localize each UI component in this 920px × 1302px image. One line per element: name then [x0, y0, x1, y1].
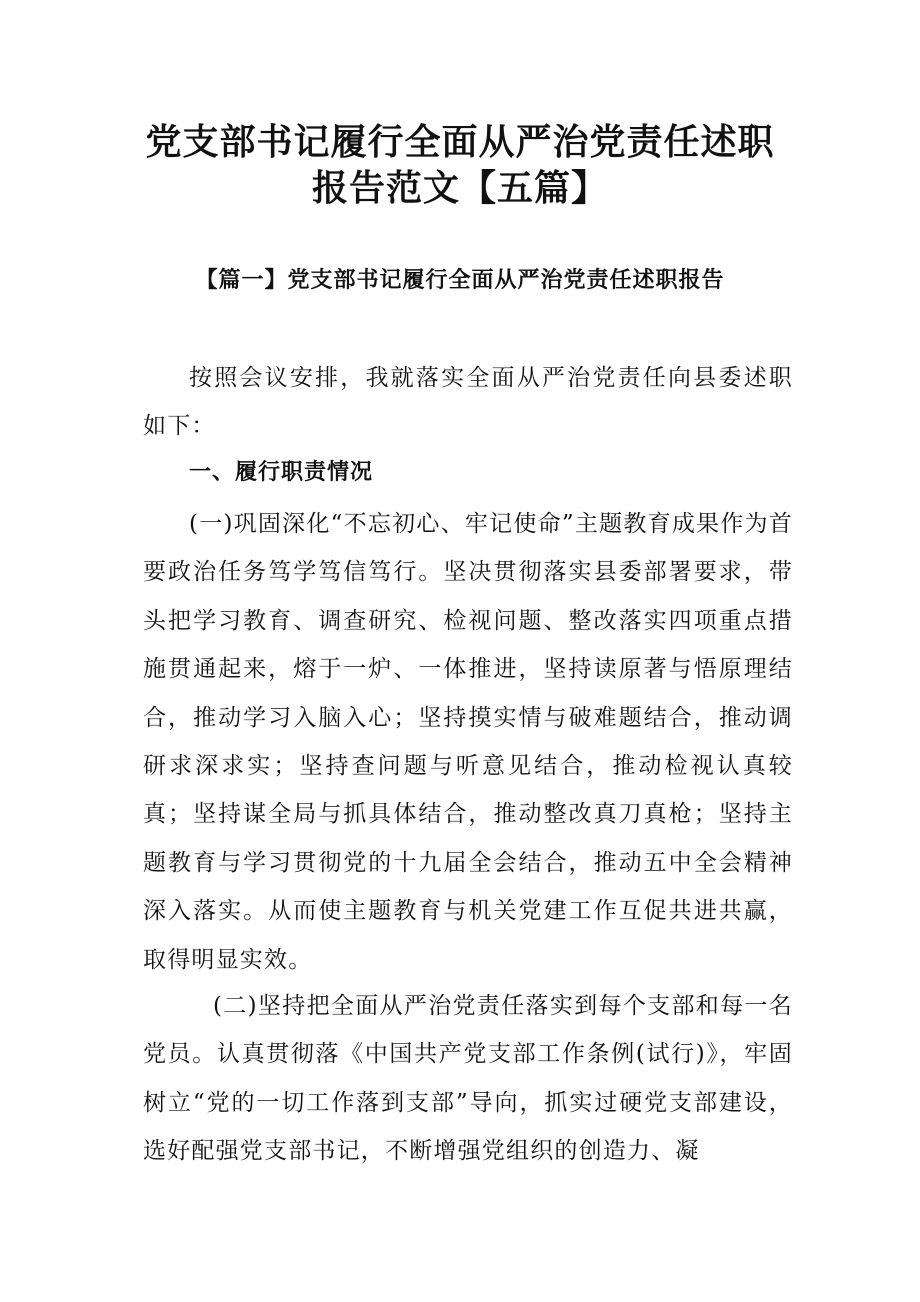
document-title-line-1: 党支部书记履行全面从严治党责任述职	[145, 122, 775, 163]
paragraph-1: (一)巩固深化“不忘初心、牢记使命”主题教育成果作为首要政治任务笃学笃信笃行。坚决贯彻落实县委部署要求，带头把学习教育、调查研究、检视问题、整改落实四项重点措施贯通起来，熔于一炉、一体推进，坚持读原著与悟原理结合，推动学习入脑入心；坚持摸实情与破难题结合，推动调研求深求实；坚持查问题与听意见结合，推动检视认真较真；坚持谋全局与抓具体结合，推动整改真刀真枪；坚持主题教育与学习贯彻党的十九届全会结合，推动五中全会精神深入落实。从而使主题教育与机关党建工作互促共进共赢，取得明显实效。	[143, 511, 793, 973]
paragraph-2: (二)坚持把全面从严治党责任落实到每个支部和每一名党员。认真贯彻落《中国共产党支部工作条例(试行)》，牢固树立“党的一切工作落到支部”导向，抓实过硬党支部建设，选好配强党支部书记，不断增强党组织的创造力、凝	[143, 993, 793, 1165]
intro-paragraph: 按照会议安排，我就落实全面从严治党责任向县委述职如下：	[143, 365, 793, 440]
document-title-line-2: 报告范文【五篇】	[311, 168, 608, 209]
section-title: 【篇一】党支部书记履行全面从严治党责任述职报告	[195, 268, 725, 293]
heading-duty-performance: 一、履行职责情况	[189, 460, 374, 485]
